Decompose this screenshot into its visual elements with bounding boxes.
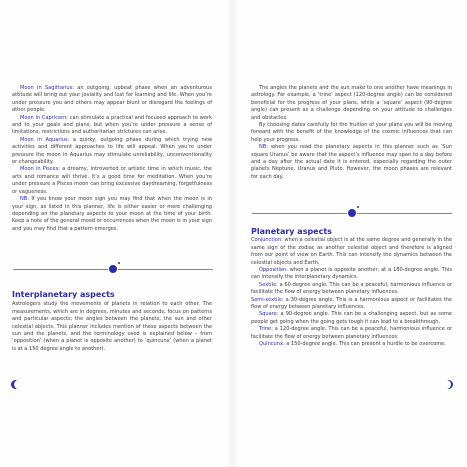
aspect-term: Trine [259, 326, 272, 333]
left-heading: Interplanetary aspects [12, 290, 115, 299]
aspect-definition [251, 237, 452, 267]
aspect-text: : a 120-degree angle. This can be a peaceful, harmonious influence or facilitate the flow of energy between planetary influences. [251, 326, 452, 340]
right-heading: Planetary aspects [251, 227, 332, 236]
crescent-moon-icon [444, 380, 453, 389]
aspect-text: : a 150-degree angle. This can present a hurdle to be overcome. [282, 341, 446, 348]
moon-sign-paragraph [12, 137, 212, 167]
right-nb-paragraph [251, 144, 452, 181]
moon-sign-paragraph [12, 115, 212, 137]
aspect-term: Quincunx [259, 341, 283, 348]
moon-sign-label: Moon in Pisces [20, 166, 59, 173]
aspect-definition [251, 297, 452, 312]
right-para-1: The angles the planets and the sun make to one another have meanings in astrology. For example, a ‘trine’ aspect (120-degree angle) can be considered beneficial for the progress of your plans, while a ‘square’ aspect (90-degree angle) can present as a challenge depending on your attitude to challenges and obstacles. [251, 85, 452, 121]
moon-sign-text: : a quirky, outgoing phase during which trying new activities and different approaches to life will appeal. When you’re under pressure the moon in Aquarius may stimulate unreliability, unconventionality or changeability. [12, 136, 212, 166]
moon-signs-section [12, 85, 212, 233]
aspect-term: Sextile [259, 281, 277, 288]
planetary-aspects-section [251, 228, 452, 349]
moon-sign-text: : a dreamy, introverted or artistic time in which music, the arts and romance will thrive. It’s a good time for meditation. When you’re under pressure a Pisces moon can bring excessive daydreaming, forgetfulness or vagueness. [12, 166, 212, 195]
left-nb-text: If you know your moon sign you may find that when the moon is in your sign, as listed in this planner, life is either easier or more challenging depending on the planetary aspects to your moon at the time of your birth. Keep a note of the general mood or occurrences when the moon is in your sign and you may find that a pattern emerges. [12, 196, 213, 232]
right-nb-label: NB: [259, 144, 268, 151]
moon-sign-label: Moon in Aquarius [20, 136, 68, 143]
moon-sign-text: : an outgoing, upbeat phase when an adventurous attitude will bring out your joviality and lust for learning and life. When you’re under pressure you and others may appear blunt or disregard the feelings of other people. [12, 85, 213, 114]
moon-sign-paragraph [12, 85, 212, 115]
aspect-definition [251, 282, 452, 297]
aspect-definition [251, 267, 452, 282]
aspect-definition [251, 311, 452, 326]
moon-dot-icon [109, 265, 117, 273]
right-intro-section [251, 85, 452, 181]
aspect-term: Square [259, 311, 277, 318]
aspect-term: Semi-sextile [251, 296, 282, 303]
moon-sign-paragraph [12, 166, 212, 196]
interplanetary-text: Astrologers study the movements of planets in relation to each other. The measurements, which are in degrees, minutes and seconds, focus on patterns and particular aspects; the angles between the planets, the sun and other celestial objects. This planner includes mention of these aspects between the sun and the planets, and the terminology used is explained below – from ‘opposition’ (when a planet is opposite another) to ‘quincunx’ (when a planet is at a 150 degree angle to another). [12, 301, 212, 352]
aspect-text: : a 30-degree angle. This is a harmonious aspect or facilitates the flow of energy between planetary influences. [251, 296, 452, 311]
right-para-2: By choosing dates carefully for the fruition of your plans you will be moving forward with the benefit of the knowledge of the cosmic influences that can help your progress. [251, 122, 452, 143]
aspect-text: : when a celestial object is at the same degree and generally in the same sign of the zodiac as another celestial object and therefore is aligned from our point of view on Earth. This can intensify the dynamics between the celestial objects and Earth. [251, 237, 452, 266]
left-nb-label: NB: [20, 196, 29, 203]
aspect-text: : a 90-degree angle. This can be a challenging aspect, but as some people get going when the going gets tough it can lead to a breakthrough. [251, 311, 452, 325]
moon-sign-label: Moon in Sagittarius [20, 85, 73, 91]
aspect-text: : when a planet is opposite another, at a 180-degree angle. This can intensify the interplanetary dynamics. [251, 267, 452, 281]
aspect-term: Opposition [259, 267, 287, 274]
interplanetary-section [12, 291, 212, 353]
left-divider [13, 266, 213, 272]
right-nb-text: when you read the planetary aspects in this planner such as ‘Sun square Uranus’ be aware that the aspect’s influence may span to a day before and a day after the actual date it is entered, especially regarding the outer planets Neptune, Uranus and Pluto. However, the moon phases are relevant for each day. [251, 144, 452, 180]
crescent-moon-icon [11, 380, 20, 389]
aspect-term: Conjunction [251, 237, 282, 244]
right-page [239, 0, 465, 467]
aspect-text: : a 60-degree angle. This can be a peaceful, harmonious influence or facilitate the flow of energy between planetary influences. [251, 281, 452, 296]
book-gutter [226, 0, 239, 467]
left-nb-paragraph [12, 196, 212, 233]
aspect-definition [251, 326, 452, 341]
left-page [0, 0, 226, 467]
moon-dot-icon [348, 209, 356, 217]
moon-sign-text: : can stimulate a practical and focused approach to work and to your goals and plans, but when you’re under pressure a sense of limitations, restrictions and authoritarian strictures can arise. [12, 114, 212, 136]
aspect-definition [251, 341, 452, 348]
right-divider [252, 210, 452, 216]
moon-sign-label: Moon in Capricorn [20, 114, 67, 121]
